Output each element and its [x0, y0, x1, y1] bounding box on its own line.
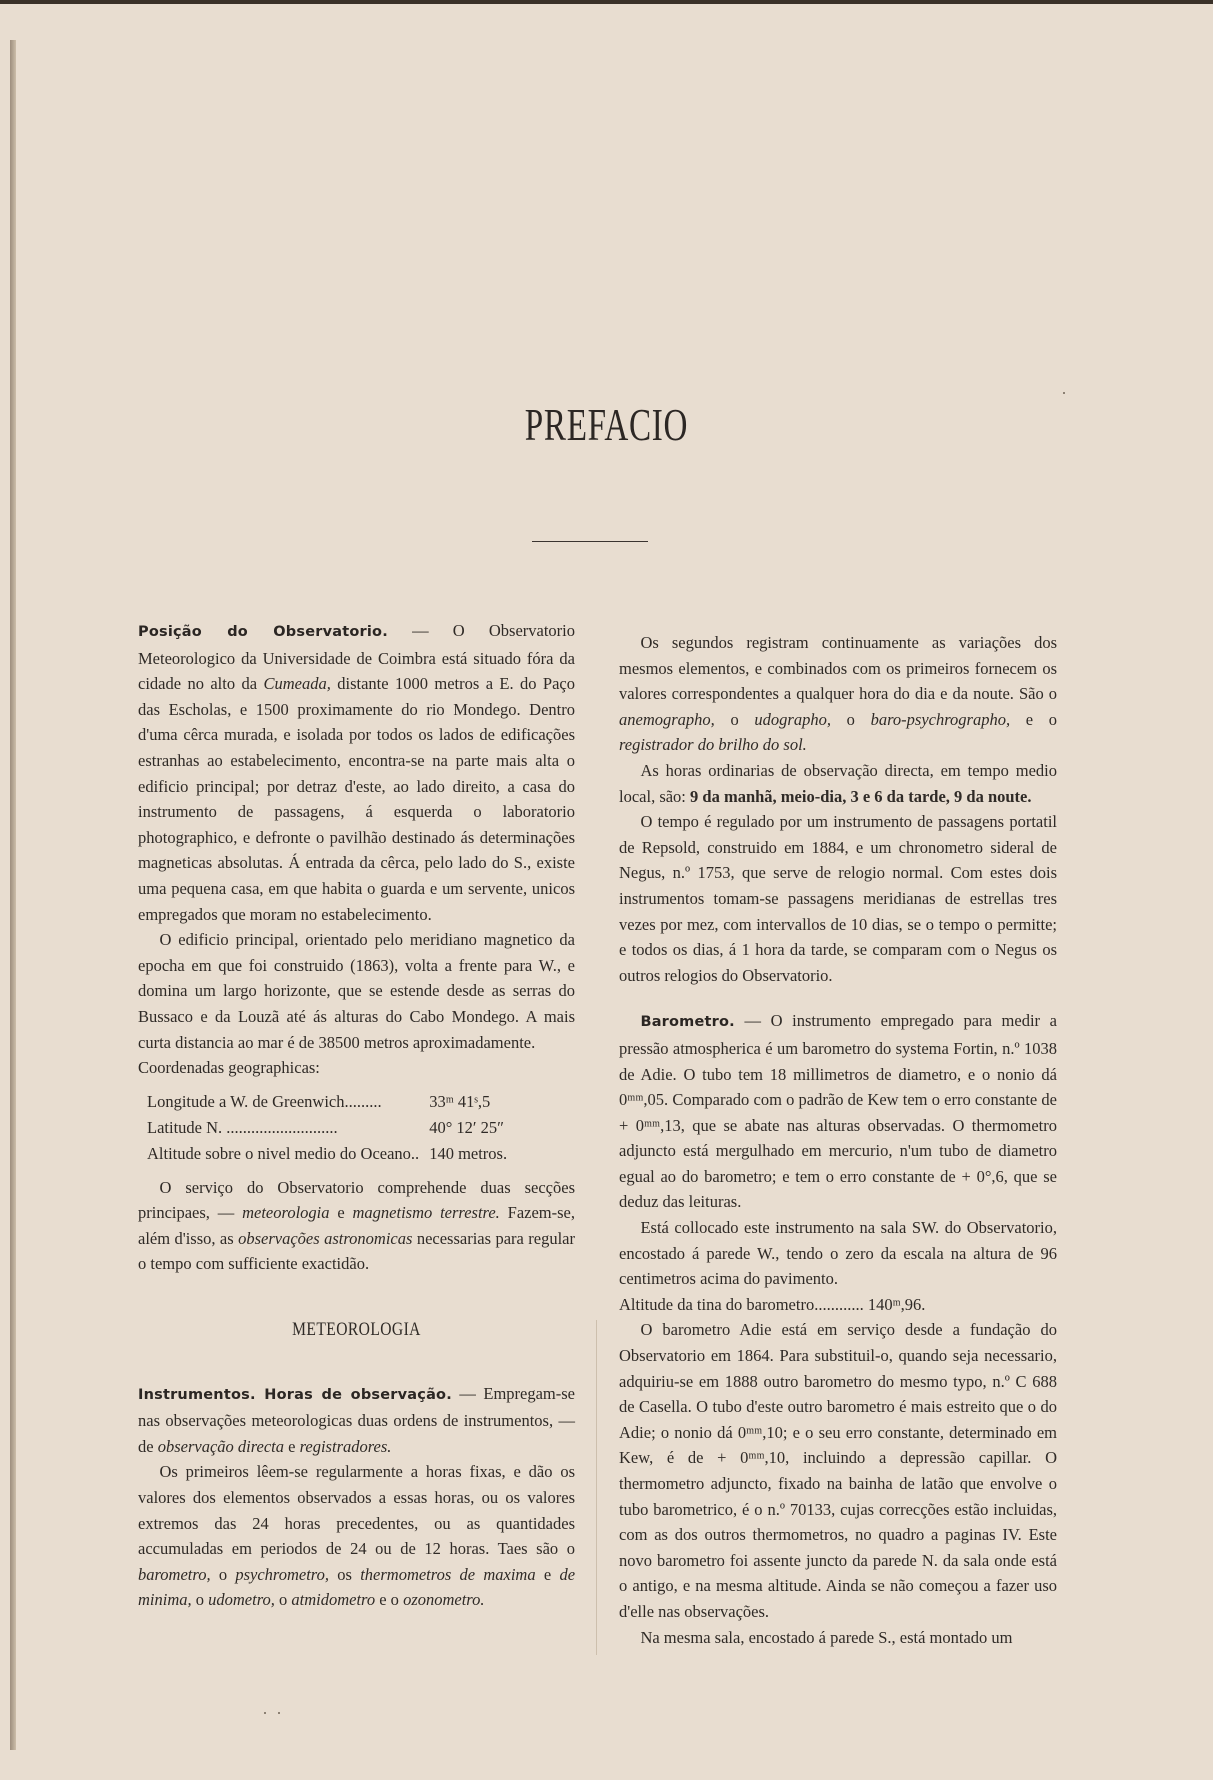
coords-row-label: Longitude a W. de Greenwich......... — [147, 1091, 382, 1111]
paper-speck — [264, 1712, 266, 1714]
page-binding-edge — [10, 40, 16, 1750]
paragraph-horas: As horas ordinarias de observação directa, em tempo medio local, são: 9 da manhã, meio-dia, 3 e 6 da tarde, 9 da noute. — [619, 760, 1057, 806]
coords-row-value: 140 metros. — [429, 1143, 508, 1163]
paper-speck — [1063, 392, 1065, 394]
coords-row — [147, 1141, 507, 1167]
altitude-line: Altitude da tina do barometro............ 140ᵐ,96. — [619, 1294, 926, 1314]
paragraph-edificio: O edificio principal, orientado pelo meridiano magnetico da epocha em que foi construido (1863), volta a frente para W., e domina um largo horizonte, que se estende desde as serras do Bussaco e da Louzã até ás alturas do Cabo Mondego. A mais curta distancia ao mar é de 38500 metros aproximadamente. — [138, 930, 575, 1052]
paragraph-segundos: Os segundos registram continuamente as variações dos mesmos elementos, e combinados com os primeiros fornecem os valores correspondentes a qualquer hora do dia e da noute. São o anemographo, o udographo, o baro-psychrographo, e o registrador do brilho do sol. — [619, 633, 1058, 755]
page-top-edge — [0, 0, 1213, 4]
page-title: PREFACIO — [524, 399, 689, 450]
heading-instrumentos: Instrumentos. Horas de observação. — [138, 1386, 452, 1403]
coords-row — [147, 1089, 507, 1115]
paragraph-tempo: O tempo é regulado por um instrumento de passagens portatil de Repsold, construido em 1884, e um chronometro sideral de Negus, n.º 1753, que serve de relogio normal. Com estes dois instrumentos tomam-se passagens meridianas de estrellas tres vezes por mez, com intervallos de 10 dias, se o tempo o permitte; e todos os dias, á 1 hora da tarde, se comparam com o Negus os outros relogios do Observatorio. — [619, 812, 1057, 985]
paragraph-servico: O serviço do Observatorio comprehende duas secções principaes, — meteorologia e magnetismo terrestre. Fazem-se, além d'isso, as observações astronomicas necessarias para regular o tempo com sufficiente exactidão. — [138, 1177, 575, 1274]
coords-row-label: Altitude sobre o nivel medio do Oceano.. — [147, 1143, 420, 1163]
coords-row-value: 33ᵐ 41ˢ,5 — [429, 1091, 491, 1111]
right-column — [619, 630, 1057, 1650]
paragraph-gap — [619, 988, 1057, 1008]
heading-posicao: Posição do Observatorio. — [138, 624, 388, 640]
coords-row-label: Latitude N. ........................... — [147, 1117, 338, 1137]
paragraph-posicao: Posição do Observatorio. — O Observatorio Meteorologico da Universidade de Coimbra está situado fóra da cidade no alto da Cumeada, distante 1000 metros a E. do Paço das Escholas, e 1500 proximamente do rio Mondego. Dentro d'uma cêrca murada, e isolada por todos os lados de edificações estranhas ao estabelecimento, encontra-se na parte mais alta o edificio principal; por detraz d'este, ao lado direito, a casa do instrumento de passagens, á esquerda o laboratorio photographico, e defronte o pavilhão destinado ás determinações magneticas absolutas. Á entrada da cêrca, pelo lado do S., existe uma pequena casa, em que habita o guarda e um servente, unicos empregados que moram no estabelecimento. — [138, 621, 576, 924]
paragraph-instrumentos: Instrumentos. Horas de observação. — Empregam-se nas observações meteorologicas duas ordens de instrumentos, — de observação directa e registradores. — [138, 1383, 575, 1456]
column-divider — [596, 1320, 597, 1655]
title-rule — [532, 541, 648, 542]
paragraph-barometro: Barometro. — O instrumento empregado para medir a pressão atmospherica é um barometro do systema Fortin, n.º 1038 de Adie. O tubo tem 18 millimetros de diametro, e o nonio dá 0ᵐᵐ,05. Comparado com o padrão de Kew tem o erro constante de + 0ᵐᵐ,13, que se abate nas alturas observadas. O thermometro adjuncto está mergulhado em mercurio, n'um tubo de diametro egual ao do barometro; e tem o erro constante de + 0°,6, que se deduz das leituras. — [619, 1011, 1057, 1212]
paragraph-adie: O barometro Adie está em serviço desde a fundação do Observatorio em 1864. Para substituil-o, quando seja necessario, adquiriu-se em 1888 outro barometro do mesmo typo, n.º C 688 de Casella. O tubo d'este outro barometro é mais estreito que o do Adie; o nonio dá 0ᵐᵐ,10; e o seu erro constante, determinado em Kew, é de + 0ᵐᵐ,10, incluindo a depressão capillar. O thermometro adjuncto, fixado na bainha de latão que envolve o tubo barometrico, é o n.º 70133, cujas correcções estão incluidas, com as dos outros thermometros, no quadro a paginas IV. Este novo barometro foi assente juncto da parede N. da sala onde está o antigo, e na mesma altitude. Ainda se não começou a fazer uso d'elle nas observações. — [619, 1320, 1057, 1621]
paragraph-primeiros: Os primeiros lêem-se regularmente a horas fixas, e dão os valores dos elementos observados a essas horas, ou os valores extremos das 24 horas precedentes, ou as quantidades accumuladas em periodos de 24 ou de 12 horas. Taes são o barometro, o psychrometro, os thermometros de maxima e de minima, o udometro, o atmidometro e o ozonometro. — [138, 1462, 576, 1610]
heading-barometro: Barometro. — [640, 1014, 735, 1031]
paragraph-collocado: Está collocado este instrumento na sala SW. do Observatorio, encostado á parede W., tendo o zero da escala na altura de 96 centimetros acima do pavimento. — [619, 1218, 1057, 1289]
coords-label: Coordenadas geographicas: — [138, 1058, 320, 1078]
left-column — [138, 618, 575, 1613]
coords-row-value: 40° 12′ 25″ — [429, 1117, 505, 1137]
section-title-meteorologia: METEOROLOGIA — [292, 1319, 421, 1341]
coordinates-table — [147, 1089, 507, 1167]
paragraph-mesma-sala: Na mesma sala, encostado á parede S., está montado um — [640, 1627, 1013, 1647]
coords-row — [147, 1115, 507, 1141]
paper-speck — [278, 1712, 280, 1714]
